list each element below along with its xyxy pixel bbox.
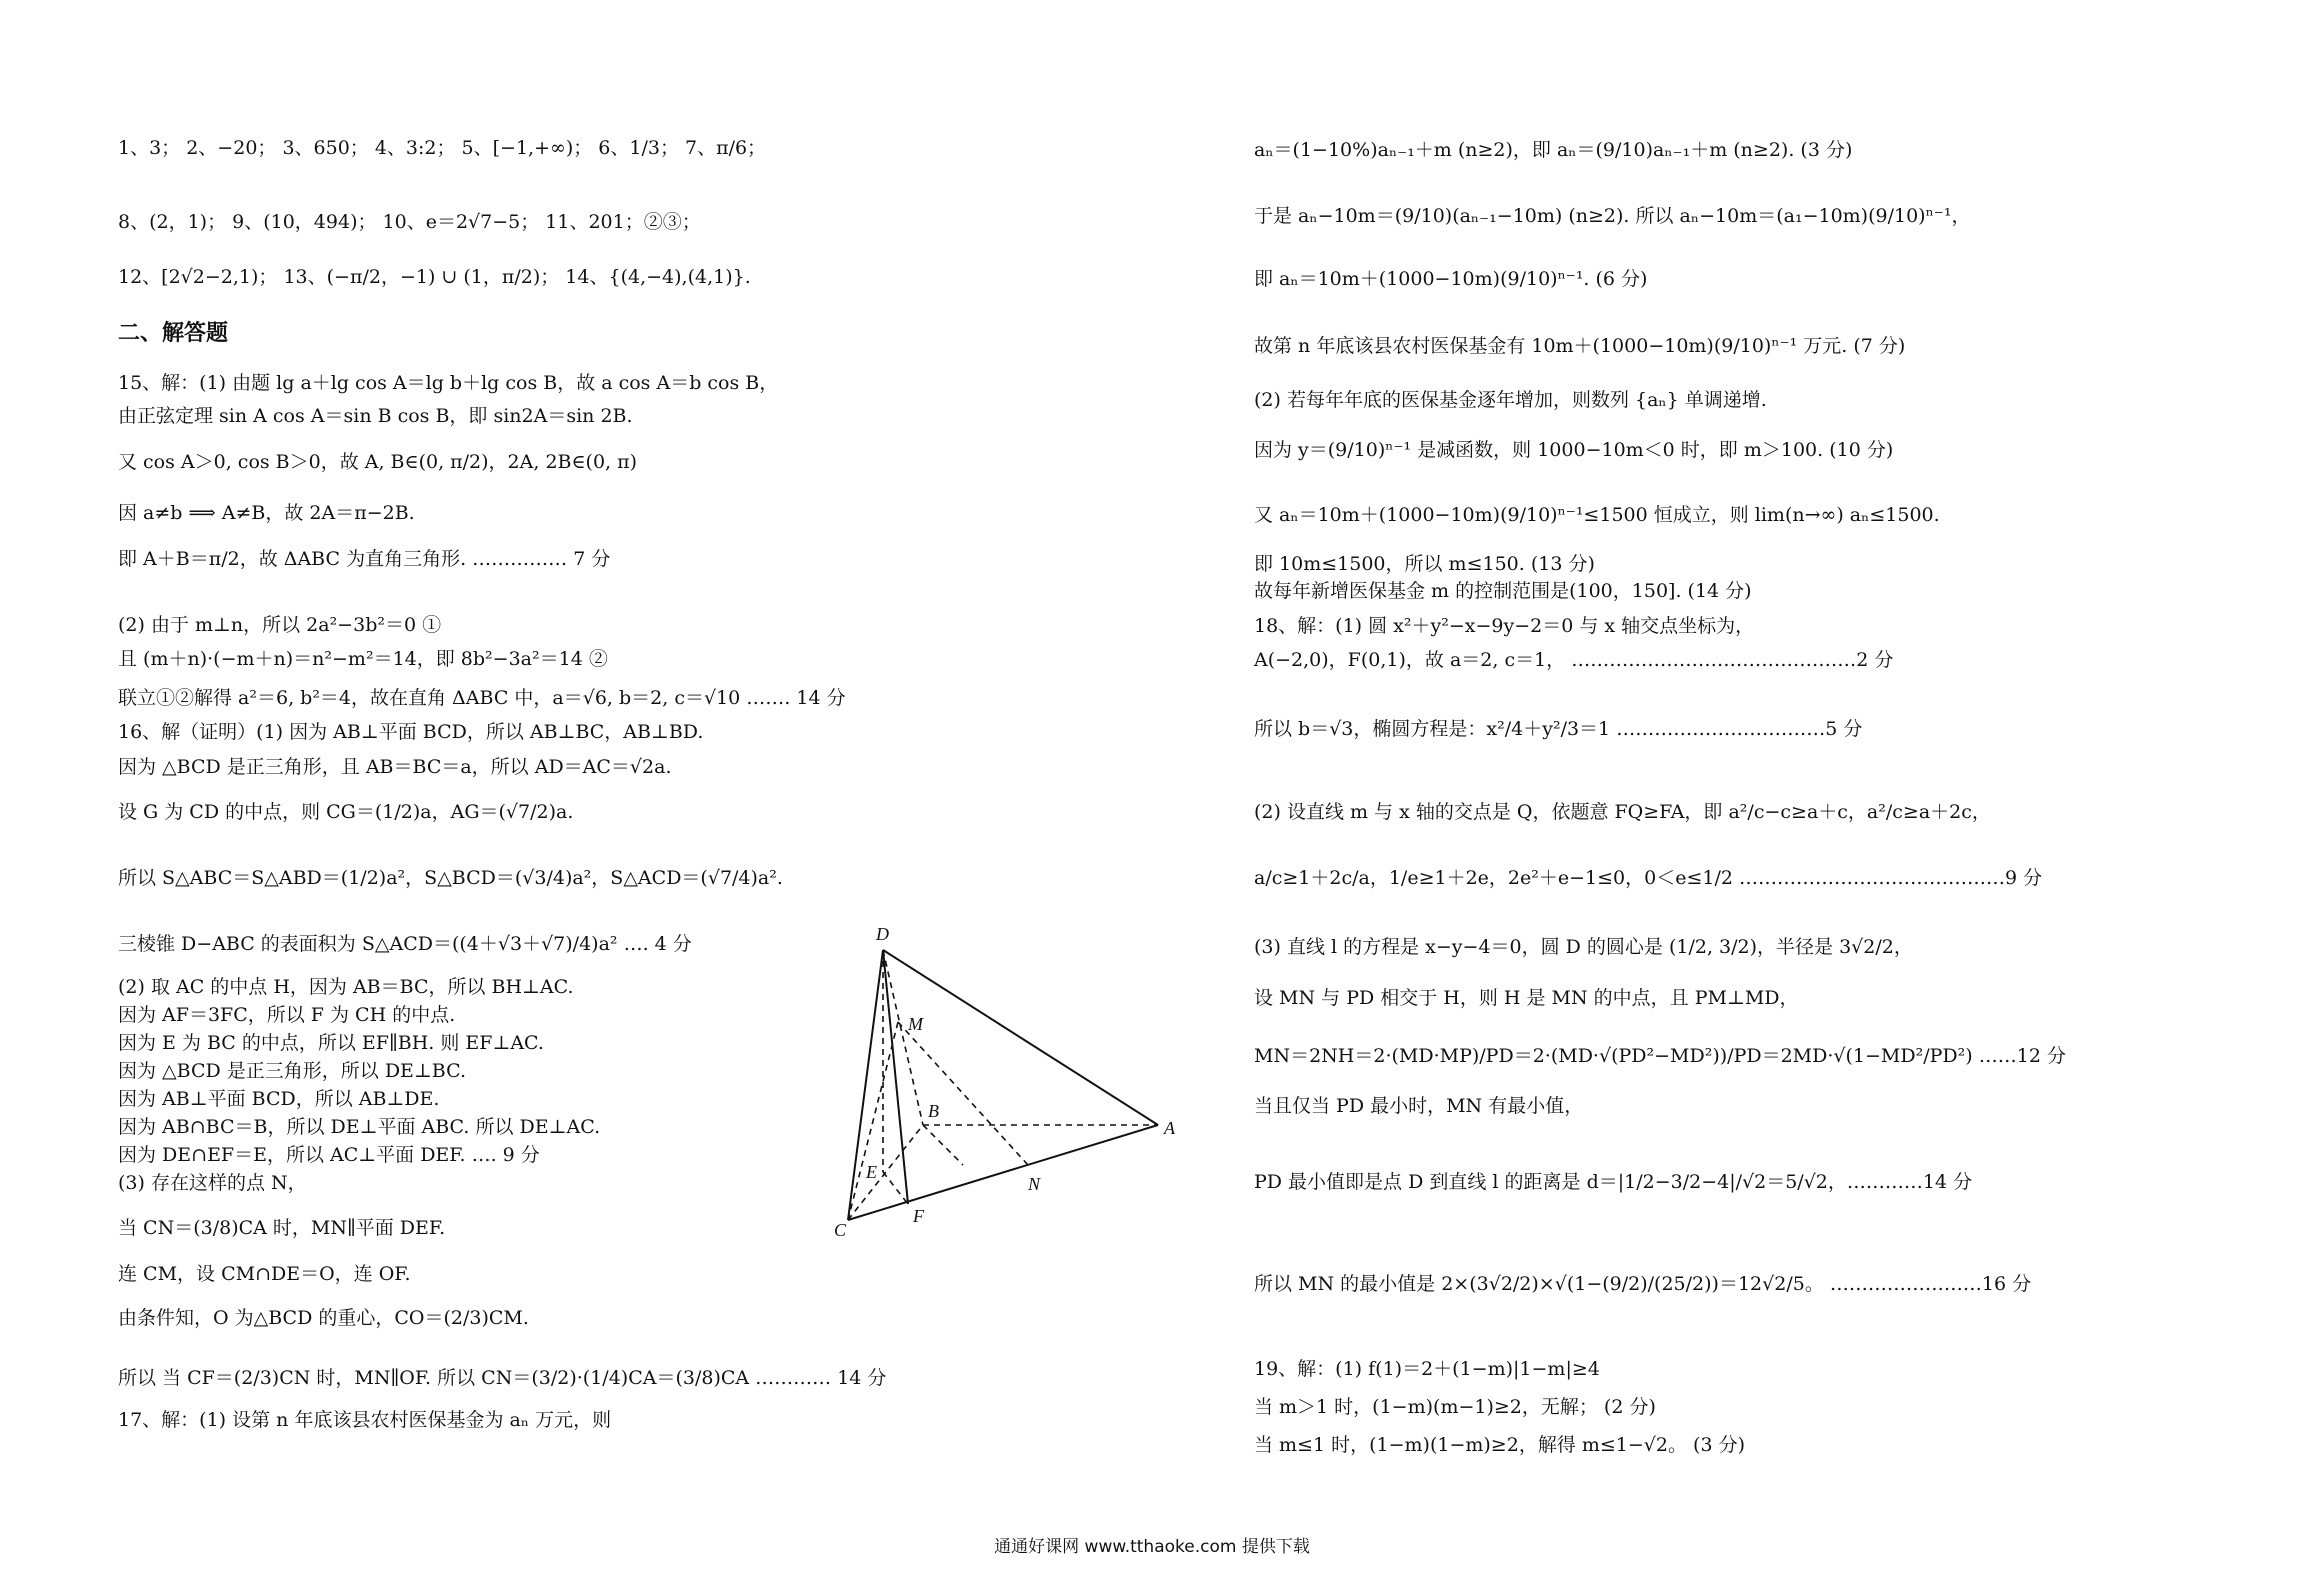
q18-line: 设 MN 与 PD 相交于 H，则 H 是 MN 的中点，且 PM⊥MD， bbox=[1254, 987, 1799, 1009]
q18-line: (3) 直线 l 的方程是 x−y−4＝0，圆 D 的圆心是 (1/2, 3/2)，半径是 3√2/2， bbox=[1254, 936, 1913, 958]
q15-line: 且 (m＋n)·(−m＋n)＝n²−m²＝14，即 8b²−3a²＝14 ② bbox=[118, 648, 608, 670]
q18-line: PD 最小值即是点 D 到直线 l 的距离是 d＝|1/2−3/2−4|/√2＝5/√2，…………14 分 bbox=[1254, 1171, 1973, 1193]
q19-line: 当 m≤1 时，(1−m)(1−m)≥2，解得 m≤1−√2。 (3 分) bbox=[1254, 1434, 1745, 1456]
q16-line: 因为 △BCD 是正三角形，且 AB＝BC＝a，所以 AD＝AC＝√2a. bbox=[118, 756, 672, 778]
label-e: E bbox=[866, 1162, 877, 1182]
q18-line: 当且仅当 PD 最小时，MN 有最小值， bbox=[1254, 1095, 1584, 1117]
answers-line-1: 1、3； 2、−20； 3、650； 4、3:2； 5、[−1,+∞)； 6、1/3； 7、π/6； bbox=[118, 137, 767, 159]
label-f: F bbox=[913, 1206, 924, 1226]
edge-db bbox=[883, 950, 923, 1125]
q16-line: 因为 AF＝3FC，所以 F 为 CH 的中点. bbox=[118, 1004, 456, 1026]
q19-line: 当 m＞1 时，(1−m)(m−1)≥2，无解； (2 分) bbox=[1254, 1396, 1656, 1418]
footer-credit: 通通好课网 www.tthaoke.com 提供下载 bbox=[994, 1537, 1310, 1557]
q16-line: 因为 AB∩BC＝B，所以 DE⊥平面 ABC. 所以 DE⊥AC. bbox=[118, 1116, 601, 1138]
q16-line: 由条件知，O 为△BCD 的重心，CO＝(2/3)CM. bbox=[118, 1307, 529, 1329]
q17-line: (2) 若每年年底的医保基金逐年增加，则数列 {aₙ} 单调递增. bbox=[1254, 389, 1767, 411]
q15-line: 即 A＋B＝π/2，故 ΔABC 为直角三角形. …………… 7 分 bbox=[118, 548, 611, 570]
q16-line: 当 CN＝(3/8)CA 时，MN∥平面 DEF. bbox=[118, 1217, 446, 1239]
label-a: A bbox=[1164, 1118, 1175, 1138]
label-c: C bbox=[834, 1220, 847, 1240]
pyramid-figure bbox=[828, 920, 1188, 1250]
label-d: D bbox=[876, 924, 889, 944]
q17-line: 即 10m≤1500，所以 m≤150. (13 分) bbox=[1254, 553, 1595, 575]
q16-line: 因为 △BCD 是正三角形，所以 DE⊥BC. bbox=[118, 1060, 467, 1082]
q16-line: 连 CM，设 CM∩DE＝O，连 OF. bbox=[118, 1263, 411, 1285]
q16-line: (2) 取 AC 的中点 H，因为 AB＝BC，所以 BH⊥AC. bbox=[118, 976, 574, 998]
q17-line: 又 aₙ＝10m＋(1000−10m)(9/10)ⁿ⁻¹≤1500 恒成立，则 lim(n→∞) aₙ≤1500. bbox=[1254, 504, 1940, 526]
q17-line: 即 aₙ＝10m＋(1000−10m)(9/10)ⁿ⁻¹. (6 分) bbox=[1254, 268, 1648, 290]
edge-ef bbox=[883, 1172, 908, 1204]
q17-line: 故每年新增医保基金 m 的控制范围是(100，150]. (14 分) bbox=[1254, 580, 1752, 602]
q16-line: 因为 E 为 BC 的中点，所以 EF∥BH. 则 EF⊥AC. bbox=[118, 1032, 544, 1054]
q17-intro: 17、解：(1) 设第 n 年底该县农村医保基金为 aₙ 万元，则 bbox=[118, 1409, 612, 1431]
q17-line: 于是 aₙ−10m＝(9/10)(aₙ₋₁−10m) (n≥2). 所以 aₙ−10m＝(a₁−10m)(9/10)ⁿ⁻¹， bbox=[1254, 205, 1971, 227]
q18-line: MN＝2NH＝2·(MD·MP)/PD＝2·(MD·√(PD²−MD²))/PD＝2MD·√(1−MD²/PD²) ……12 分 bbox=[1254, 1045, 2066, 1067]
q18-line: (2) 设直线 m 与 x 轴的交点是 Q，依题意 FQ≥FA，即 a²/c−c≥a＋c，a²/c≥a＋2c， bbox=[1254, 801, 1991, 823]
q16-line: 设 G 为 CD 的中点，则 CG＝(1/2)a，AG＝(√7/2)a. bbox=[118, 801, 574, 823]
q17-line: 故第 n 年底该县农村医保基金有 10m＋(1000−10m)(9/10)ⁿ⁻¹ 万元. (7 分) bbox=[1254, 335, 1906, 357]
edge-df bbox=[883, 950, 908, 1204]
q15-line: 由正弦定理 sin A cos A＝sin B cos B，即 sin2A＝sin 2B. bbox=[118, 405, 633, 427]
answers-line-3: 12、[2√2−2,1)； 13、(−π/2，−1) ∪ (1，π/2)； 14、{(4,−4),(4,1)}. bbox=[118, 266, 751, 288]
q16-line: 因为 DE∩EF＝E，所以 AC⊥平面 DEF. …. 9 分 bbox=[118, 1144, 540, 1166]
label-m: M bbox=[908, 1014, 923, 1034]
q17-line: aₙ＝(1−10%)aₙ₋₁＋m (n≥2)，即 aₙ＝(9/10)aₙ₋₁＋m (n≥2). (3 分) bbox=[1254, 139, 1853, 161]
edge-ca bbox=[848, 1125, 1158, 1220]
q18-line: 所以 MN 的最小值是 2×(3√2/2)×√(1−(9/2)/(25/2))＝12√2/5。 ……………………16 分 bbox=[1254, 1273, 2032, 1295]
q19-line: 19、解：(1) f(1)＝2＋(1−m)|1−m|≥4 bbox=[1254, 1358, 1600, 1380]
edge-da bbox=[883, 950, 1158, 1125]
label-b: B bbox=[928, 1101, 939, 1121]
q15-line: 又 cos A＞0, cos B＞0，故 A, B∈(0, π/2)，2A, 2B∈(0, π) bbox=[118, 451, 638, 473]
q15-line: 15、解：(1) 由题 lg a＋lg cos A＝lg b＋lg cos B，故 a cos A＝b cos B， bbox=[118, 372, 779, 394]
q18-line: 所以 b＝√3，椭圆方程是：x²/4＋y²/3＝1 ……………………………5 分 bbox=[1254, 718, 1863, 740]
q18-line: a/c≥1＋2c/a，1/e≥1＋2e，2e²＋e−1≤0，0＜e≤1/2 ……………………………………9 分 bbox=[1254, 867, 2043, 889]
q15-line: (2) 由于 m⊥n，所以 2a²−3b²＝0 ① bbox=[118, 614, 442, 636]
edge-mn bbox=[898, 1022, 1028, 1165]
q16-line: (3) 存在这样的点 N， bbox=[118, 1172, 307, 1194]
q16-line: 16、解（证明）(1) 因为 AB⊥平面 BCD，所以 AB⊥BC，AB⊥BD. bbox=[118, 721, 704, 743]
q15-line: 联立①②解得 a²＝6, b²＝4，故在直角 ΔABC 中，a＝√6, b＝2, c＝√10 ……. 14 分 bbox=[118, 687, 846, 709]
q16-line: 所以 当 CF＝(2/3)CN 时，MN∥OF. 所以 CN＝(3/2)·(1/4)CA＝(3/8)CA ………… 14 分 bbox=[118, 1367, 887, 1389]
q16-line: 因为 AB⊥平面 BCD，所以 AB⊥DE. bbox=[118, 1088, 440, 1110]
edge-cm bbox=[848, 1022, 898, 1220]
q16-line: 所以 S△ABC＝S△ABD＝(1/2)a²，S△BCD＝(√3/4)a²，S△ACD＝(√7/4)a². bbox=[118, 867, 783, 889]
answers-line-2: 8、(2，1)； 9、(10，494)； 10、e＝2√7−5； 11、201；②③； bbox=[118, 211, 701, 233]
q16-line: 三棱锥 D−ABC 的表面积为 S△ACD＝((4＋√3＋√7)/4)a² …. 4 分 bbox=[118, 933, 692, 955]
q15-line: 因 a≠b ⟹ A≠B，故 2A＝π−2B. bbox=[118, 502, 415, 524]
q18-line: A(−2,0)，F(0,1)，故 a＝2, c＝1， ………………………………………2 分 bbox=[1254, 649, 1894, 671]
section-title: 二、解答题 bbox=[118, 321, 229, 346]
label-n: N bbox=[1028, 1174, 1041, 1194]
q18-line: 18、解：(1) 圆 x²＋y²−x−9y−2＝0 与 x 轴交点坐标为， bbox=[1254, 615, 1755, 637]
q17-line: 因为 y＝(9/10)ⁿ⁻¹ 是减函数，则 1000−10m＜0 时，即 m＞100. (10 分) bbox=[1254, 439, 1894, 461]
edge-bh bbox=[923, 1125, 963, 1165]
